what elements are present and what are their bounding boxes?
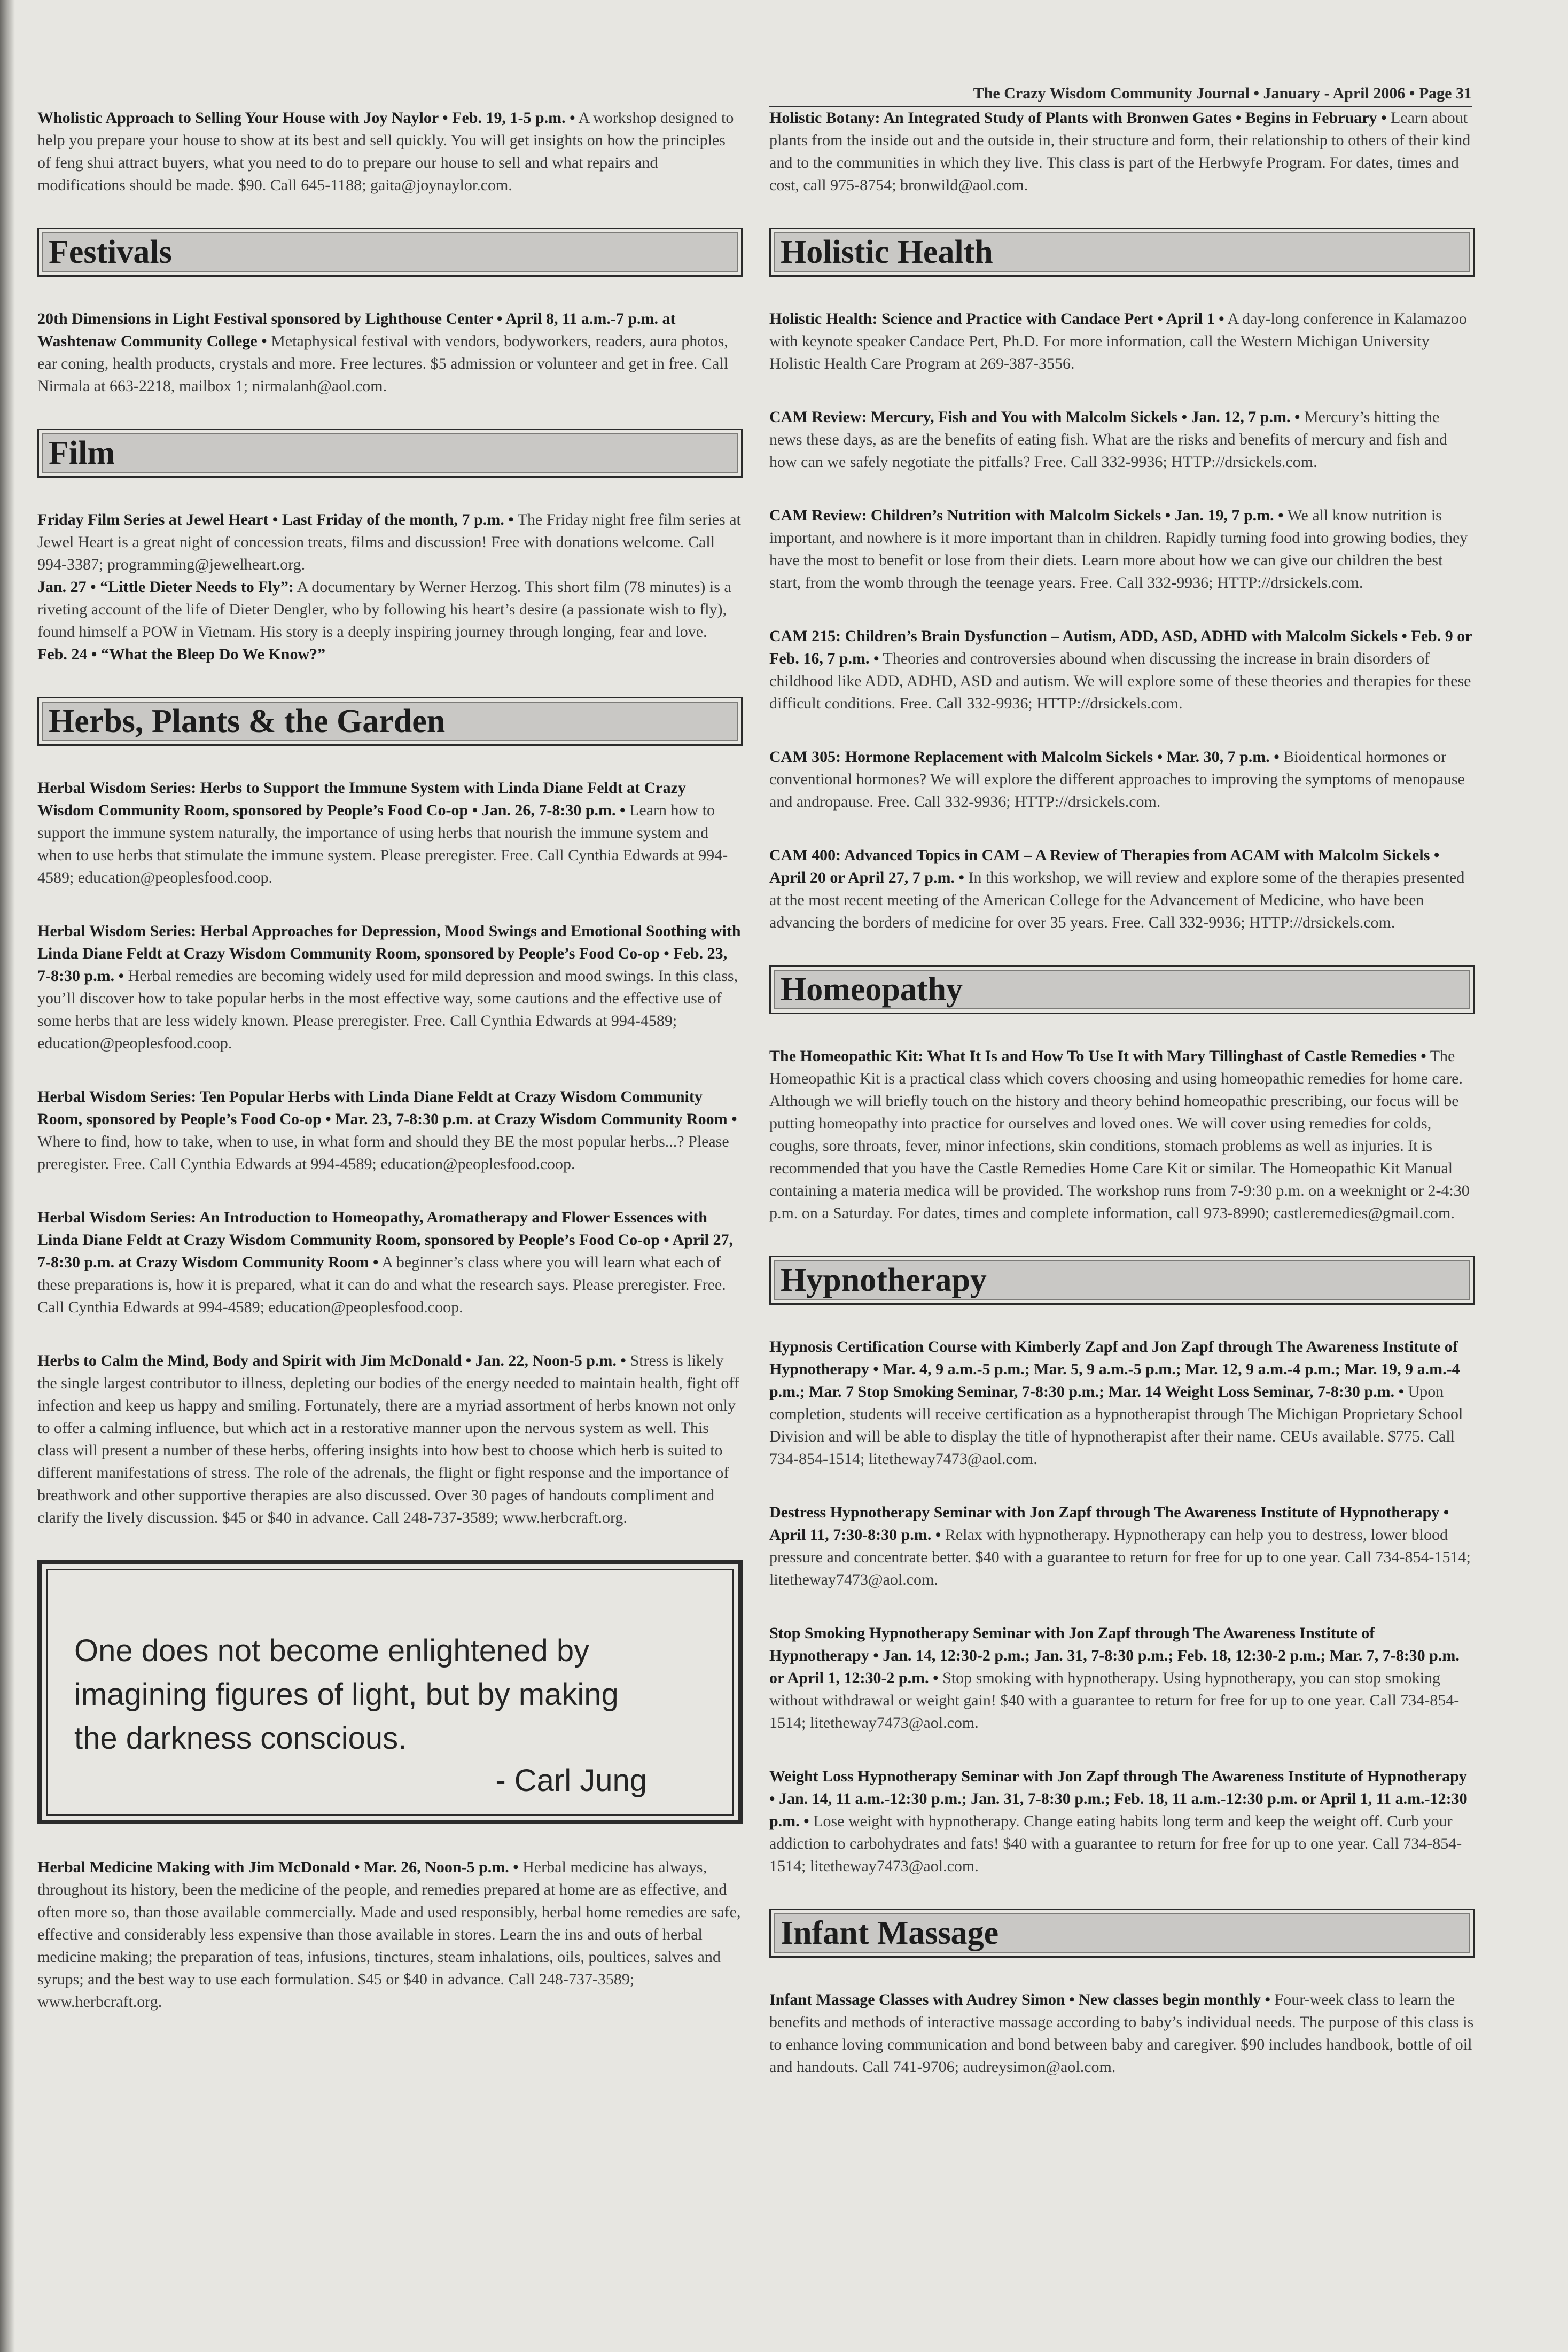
listing-body: In this workshop, we will review and explore some of the therapies presented at the most recent meeting of the American College for the Advancement of Medicine, who have been advancing the borders of medicine for over 35 years. Free. Call 332-9936; HTTP://drsickels.com. [769, 869, 1465, 931]
listing-cam-nutrition [769, 504, 1475, 594]
listing-title: Holistic Botany: An Integrated Study of Plants with Bronwen Gates • Begins in February • [769, 109, 1387, 127]
listing-weight-loss [769, 1765, 1475, 1878]
listing-stop-smoking [769, 1622, 1475, 1734]
listing-body: Bioidentical hormones or conventional hormones? We will explore the different approaches to improving the symptoms of menopause and andropause. Free. Call 332-9936; HTTP://drsickels.com. [769, 748, 1465, 811]
listing-title: Weight Loss Hypnotherapy Seminar with Jon Zapf through The Awareness Institute of Hypnotherapy • Jan. 14, 11 a.m.-12:30 p.m.; Jan. 31, 7-8:30 p.m.; Feb. 18, 11 a.m.-12:30 p.m. or April 1, 11 a.m.-12:30 p.m. • [769, 1767, 1468, 1830]
section-heading-herbs: Herbs, Plants & the Garden [37, 697, 743, 746]
listing-herbs-ten-popular [37, 1086, 743, 1175]
listing-herbs-calm-mind [37, 1350, 743, 1529]
film-date-title: Jan. 27 • “Little Dieter Needs to Fly”: [37, 578, 294, 596]
listing-title: Infant Massage Classes with Audrey Simon • New classes begin monthly • [769, 1991, 1271, 2008]
listing-destress-hypnotherapy [769, 1501, 1475, 1591]
section-heading-homeopathy: Homeopathy [769, 965, 1475, 1014]
listing-body: Upon completion, students will receive certification as a hypnotherapist through The Michigan Proprietary School Division and will be able to display the title of hypnotherapist after their name. CEUs available. $775. Call 734-854-1514; litetheway7473@aol.com. [769, 1383, 1463, 1468]
film-description: A documentary by Werner Herzog. This short film (78 minutes) is a riveting account of the life of Dieter Dengler, who by following his heart’s desire (a passionate wish to fly), found himself a POW in Vietnam. His story is a deeply inspiring journey through longing, fear and love. [37, 578, 731, 641]
section-heading-holistic-health: Holistic Health [769, 228, 1475, 277]
listing-title: Herbal Wisdom Series: An Introduction to Homeopathy, Aromatherapy and Flower Essences with Linda Diane Feldt at Crazy Wisdom Community Room, sponsored by People’s Food Co-op • April 27, 7-8:30 p.m. at Crazy Wisdom Community Room • [37, 1209, 733, 1271]
section-heading-festivals: Festivals [37, 228, 743, 277]
listing-body: Theories and controversies abound when discussing the increase in brain disorders of childhood like ADD, ADHD, ASD and autism. We will explore some of these theories and therapies for these difficult conditions. Free. Call 332-9936; HTTP://drsickels.com. [769, 650, 1471, 712]
listing-body: Learn about plants from the inside out and the outside in, their structure and form, their relationship to others of their kind and to the communities in which they live. This class is part of the Herbwyfe Program. For dates, times and cost, call 975-8754; bronwild@aol.com. [769, 109, 1471, 194]
listing-title: Destress Hypnotherapy Seminar with Jon Zapf through The Awareness Institute of Hypnotherapy • April 11, 7:30-8:30 p.m. • [769, 1504, 1449, 1544]
listing-body: Lose weight with hypnotherapy. Change eating habits long term and keep the weight off. Curb your addiction to carbohydrates and fats! $40 with a guarantee to return for free for up to one year. Call 734-854-1514; litetheway7473@aol.com. [769, 1812, 1462, 1875]
page-header: The Crazy Wisdom Community Journal • January - April 2006 • Page 31 [769, 84, 1472, 107]
listing-homeopathic-kit [769, 1045, 1475, 1225]
listing-herbs-immune [37, 777, 743, 889]
listing-holistic-botany [769, 107, 1475, 197]
quote-box [37, 1560, 743, 1824]
listing-wholistic-house [37, 107, 743, 197]
listing-body: Stop smoking with hypnotherapy. Using hypnotherapy, you can stop smoking without withdrawal or weight gain! $40 with a guarantee to return for free for up to one year. Call 734-854-1514; litetheway7473@aol.com. [769, 1669, 1460, 1732]
listing-title: Wholistic Approach to Selling Your House with Joy Naylor • Feb. 19, 1-5 p.m. • [37, 109, 575, 127]
listing-body: Where to find, how to take, when to use, in what form and should they BE the most popular herbs...? Please preregister. Free. Call Cynthia Edwards at 994-4589; education@peoplesfood.coop. [37, 1133, 729, 1173]
listing-body: The Friday night free film series at Jewel Heart is a great night of concession treats, films and discussion! Free with donations welcome. Call 994-3387; programming@jewelheart.org. [37, 511, 741, 573]
listing-body: Herbal remedies are becoming widely used for mild depression and mood swings. In this class, you’ll discover how to take popular herbs in the most effective way, some cautions and the effective use of some herbs that are less widely known. Please preregister. Free. Call Cynthia Edwards at 994-4589; education@peoplesfood.coop. [37, 967, 738, 1052]
listing-title: Stop Smoking Hypnotherapy Seminar with Jon Zapf through The Awareness Institute of Hypnotherapy • Jan. 14, 12:30-2 p.m.; Jan. 31, 7-8:30 p.m.; Feb. 18, 12:30-2 p.m.; Mar. 7, 7-8:30 p.m. or April 1, 12:30-2 p.m. • [769, 1624, 1460, 1687]
listing-body: The Homeopathic Kit is a practical class which covers choosing and using homeopathic remedies for home care. Although we will briefly touch on the history and theory behind homeopathic prescribing, our focus will be putting homeopathy into practice for ourselves and loved ones. We will cover using remedies for colds, coughs, sore throats, fever, minor infections, skin conditions, stomach problems as well as injuries. It is recommended that you have the Castle Remedies Home Care Kit or similar. The Homeopathic Kit Manual containing a materia medica will be provided. The workshop runs from 7-9:30 p.m. on a weeknight or 2-4:30 p.m. on a Saturday. For dates, times and complete information, call 973-8990; castleremedies@gmail.com. [769, 1047, 1470, 1222]
listing-herbs-homeopathy-intro [37, 1206, 743, 1319]
right-column [769, 107, 1475, 2109]
listing-body: A beginner’s class where you will learn what each of these preparations is, how it is prepared, what it can do and what the research says. Please preregister. Free. Call Cynthia Edwards at 994-4589; education@peoplesfood.coop. [37, 1253, 726, 1316]
quote-text: One does not become enlightened by imagining figures of light, but by making the darkness conscious. [74, 1633, 619, 1756]
listing-candace-pert [769, 308, 1475, 375]
listing-infant-massage [769, 1989, 1475, 2078]
listing-cam-400 [769, 844, 1475, 934]
listing-title: Herbal Wisdom Series: Herbal Approaches for Depression, Mood Swings and Emotional Soothing with Linda Diane Feldt at Crazy Wisdom Community Room, sponsored by People’s Food Co-op • Feb. 23, 7-8:30 p.m. • [37, 922, 741, 985]
listing-title: Friday Film Series at Jewel Heart • Last Friday of the month, 7 p.m. • [37, 511, 514, 528]
film-date-title-2: Feb. 24 • “What the Bleep Do We Know?” [37, 645, 326, 663]
listing-title: Holistic Health: Science and Practice with Candace Pert • April 1 • [769, 310, 1224, 328]
listing-title: Herbs to Calm the Mind, Body and Spirit with Jim McDonald • Jan. 22, Noon-5 p.m. • [37, 1352, 626, 1369]
listing-body: Relax with hypnotherapy. Hypnotherapy can help you to destress, lower blood pressure and concentrate better. $40 with a guarantee to return for free for up to one year. Call 734-854-1514; litetheway7473@aol.com. [769, 1526, 1471, 1588]
quote-author: - Carl Jung [495, 1763, 647, 1798]
listing-body: We all know nutrition is important, and nowhere is it more important than in children. Rapidly turning food into growing bodies, they have the most to benefit or lose from their diets. Learn more about how we can give our children the best start, from the womb through the teenage years. Free. Call 332-9936; HTTP://drsickels.com. [769, 507, 1468, 591]
listing-hypnosis-certification [769, 1336, 1475, 1470]
section-heading-film: Film [37, 429, 743, 478]
listing-title: Herbal Wisdom Series: Ten Popular Herbs with Linda Diane Feldt at Crazy Wisdom Community Room, sponsored by People’s Food Co-op • Mar. 23, 7-8:30 p.m. at Crazy Wisdom Community Room • [37, 1088, 737, 1128]
listing-title: Herbal Medicine Making with Jim McDonald • Mar. 26, Noon-5 p.m. • [37, 1858, 519, 1876]
section-heading-hypnotherapy: Hypnotherapy [769, 1256, 1475, 1305]
listing-title: The Homeopathic Kit: What It Is and How To Use It with Mary Tillinghast of Castle Remedies • [769, 1047, 1426, 1065]
listing-herbs-depression [37, 920, 743, 1055]
listing-title: Hypnosis Certification Course with Kimberly Zapf and Jon Zapf through The Awareness Institute of Hypnotherapy • Mar. 4, 9 a.m.-5 p.m.; Mar. 5, 9 a.m.-5 p.m.; Mar. 12, 9 a.m.-4 p.m.; Mar. 19, 9 a.m.-4 p.m.; Mar. 7 Stop Smoking Seminar, 7-8:30 p.m.; Mar. 14 Weight Loss Seminar, 7-8:30 p.m. • [769, 1338, 1460, 1400]
page-binding-gutter [0, 0, 15, 2352]
listing-body: A day-long conference in Kalamazoo with keynote speaker Candace Pert, Ph.D. For more information, call the Western Michigan University Holistic Health Care Program at 269-387-3556. [769, 310, 1467, 372]
listing-cam-215 [769, 625, 1475, 715]
listing-title: CAM 400: Advanced Topics in CAM – A Review of Therapies from ACAM with Malcolm Sickels • April 20 or April 27, 7 p.m. • [769, 846, 1440, 886]
listing-body: Stress is likely the single largest contributor to illness, depleting our bodies of the energy needed to maintain health, fight off infection and keep us happy and smiling. Fortunately, there are a myriad assortment of herbs known not only to offer a calming influence, but which act in a restorative manner upon the nervous system as well. This class will present a number of these herbs, offering insights into how best to choose which herb is suited to different manifestations of stress. The role of the adrenals, the flight or fight response and the importance of breathwork and other supportive therapies are also discussed. Over 30 pages of handouts compliment and clarify the lively discussion. $45 or $40 in advance. Call 248-737-3589; www.herbcraft.org. [37, 1352, 739, 1527]
listing-body: A workshop designed to help you prepare your house to show at its best and sell quickly. You will get insights on how the principles of feng shui attract buyers, what you need to do to prepare our house to sell and what repairs and modifications should be made. $90. Call 645-1188; gaita@joynaylor.com. [37, 109, 734, 194]
listing-title: 20th Dimensions in Light Festival sponsored by Lighthouse Center • April 8, 11 a.m.-7 p.m. at Washtenaw Community College • [37, 310, 676, 350]
listing-body: Mercury’s hitting the news these days, as are the benefits of eating fish. What are the risks and benefits of mercury and fish and how can we safely negotiate the pitfalls? Free. Call 332-9936; HTTP://drsickels.com. [769, 408, 1448, 471]
listing-title: Herbal Wisdom Series: Herbs to Support the Immune System with Linda Diane Feldt at Crazy Wisdom Community Room, sponsored by People’s Food Co-op • Jan. 26, 7-8:30 p.m. • [37, 779, 686, 819]
listing-herbal-medicine-making [37, 1856, 743, 2013]
listing-cam-mercury [769, 406, 1475, 473]
listing-friday-film [37, 509, 743, 666]
listing-cam-305 [769, 746, 1475, 813]
listing-dimensions-festival [37, 308, 743, 398]
listing-title: CAM Review: Mercury, Fish and You with Malcolm Sickels • Jan. 12, 7 p.m. • [769, 408, 1300, 426]
listing-body: Four-week class to learn the benefits and methods of interactive massage according to baby’s individual needs. The purpose of this class is to enhance loving communication and bond between baby and caregiver. $90 includes handbook, bottle of oil and handouts. Call 741-9706; audreysimon@aol.com. [769, 1991, 1474, 2076]
listing-title: CAM 215: Children’s Brain Dysfunction – Autism, ADD, ASD, ADHD with Malcolm Sickels • Feb. 9 or Feb. 16, 7 p.m. • [769, 627, 1472, 667]
left-column [37, 107, 743, 2044]
listing-title: CAM 305: Hormone Replacement with Malcolm Sickels • Mar. 30, 7 p.m. • [769, 748, 1280, 766]
listing-body: Metaphysical festival with vendors, bodyworkers, readers, aura photos, ear coning, health products, crystals and more. Free lectures. $5 admission or volunteer and get in free. Call Nirmala at 663-2218, mailbox 1; nirmalanh@aol.com. [37, 332, 728, 395]
listing-body: Learn how to support the immune system naturally, the importance of using herbs that nourish the immune system and when to use herbs that stimulate the immune system. Please preregister. Free. Call Cynthia Edwards at 994-4589; education@peoplesfood.coop. [37, 801, 728, 886]
section-heading-infant-massage: Infant Massage [769, 1909, 1475, 1958]
listing-title: CAM Review: Children’s Nutrition with Malcolm Sickels • Jan. 19, 7 p.m. • [769, 507, 1284, 524]
listing-body: Herbal medicine has always, throughout its history, been the medicine of the people, and remedies prepared at home are as effective, and often more so, than those available commercially. Made and used responsibly, herbal home remedies are safe, effective and considerably less expensive than those available in stores. Learn the ins and outs of herbal medicine making; the preparation of teas, infusions, tinctures, steam inhalations, oils, poultices, salves and syrups; and the best way to use each formulation. $45 or $40 in advance. Call 248-737-3589; www.herbcraft.org. [37, 1858, 741, 2011]
